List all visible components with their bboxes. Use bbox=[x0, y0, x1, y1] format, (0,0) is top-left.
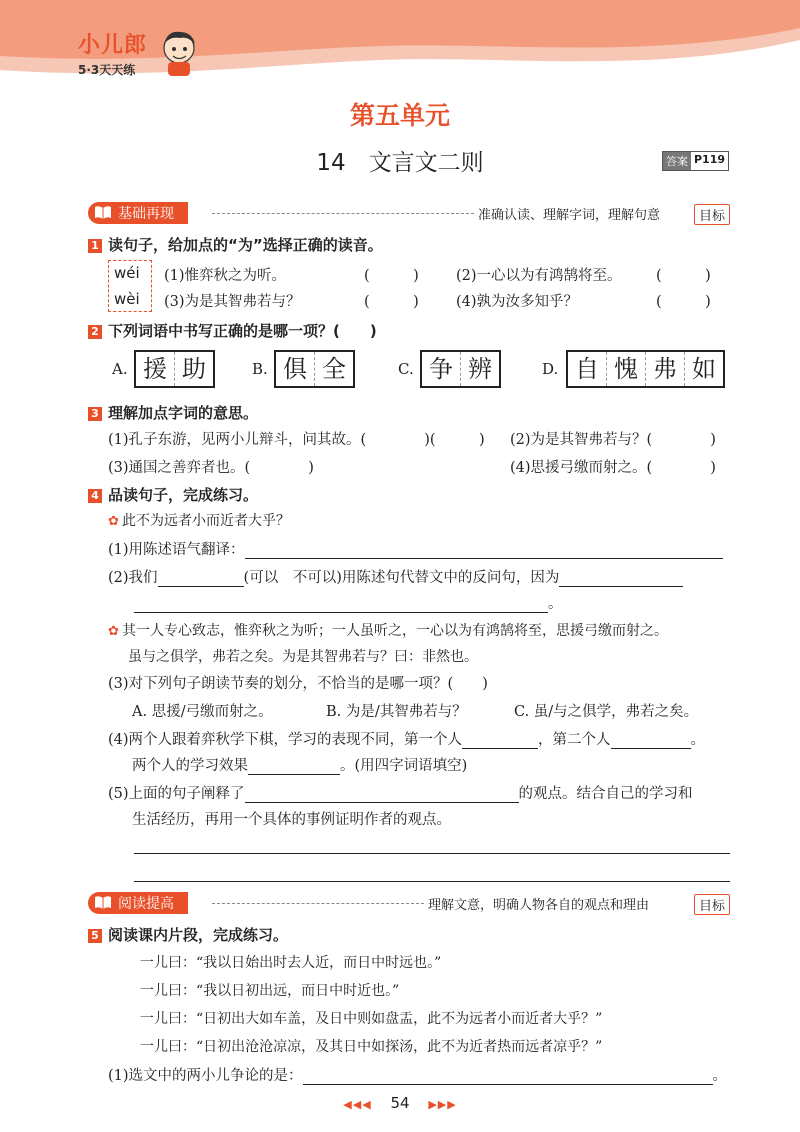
q1-item-4: (4)孰为汝多知乎？ bbox=[456, 294, 579, 310]
q4-sub-1: (1)用陈述语气翻译： bbox=[108, 538, 723, 559]
q2-option-c[interactable] bbox=[420, 350, 501, 388]
q2-number: 2 bbox=[88, 325, 102, 339]
q4-answer-line-2[interactable] bbox=[134, 880, 730, 882]
q4-sub-3-opt-a[interactable]: A. 思援/弓缴而射之。 bbox=[132, 704, 273, 720]
q2-b-char-1: 俱 bbox=[276, 352, 315, 386]
q5-passage-line-1: 一儿曰：“我以日始出时去人近，而日中时远也。” bbox=[140, 955, 442, 971]
q4-title: 品读句子，完成练习。 bbox=[108, 486, 259, 504]
q2-option-a[interactable] bbox=[134, 350, 215, 388]
q2-option-a-label: A. bbox=[112, 360, 128, 378]
q5-sub-1-blank[interactable] bbox=[303, 1070, 713, 1085]
section-basic-label: 基础再现 bbox=[118, 206, 174, 222]
right-arrows-icon: ▶▶▶ bbox=[428, 1098, 457, 1111]
q3-title: 理解加点字词的意思。 bbox=[108, 404, 259, 422]
section-basic-badge bbox=[88, 202, 188, 224]
q2-option-d[interactable] bbox=[566, 350, 725, 388]
flower-icon: ✿ bbox=[108, 514, 119, 529]
page-footer bbox=[0, 1094, 800, 1112]
q1-item-3: (3)为是其智弗若与？ bbox=[164, 294, 301, 310]
book-icon bbox=[94, 895, 112, 910]
section-basic-divider bbox=[212, 213, 474, 214]
section-reading-divider bbox=[212, 903, 424, 904]
q2-a-char-2: 助 bbox=[182, 355, 206, 383]
q5-sub-1: (1)选文中的两小儿争论的是： 。 bbox=[108, 1068, 728, 1084]
q2-d-char-3: 弗 bbox=[646, 352, 685, 386]
flower-icon: ✿ bbox=[108, 624, 119, 639]
left-arrows-icon: ◀◀◀ bbox=[343, 1098, 372, 1111]
q1-item-2: (2)一心以为有鸿鹄将至。 bbox=[456, 268, 622, 284]
section-reading-header bbox=[88, 892, 188, 914]
lesson-title: 14 文言文二则 bbox=[316, 150, 484, 176]
brand-name: 小儿郎 bbox=[78, 33, 148, 58]
section-reading-goal: 理解文意，明确人物各自的观点和理由 bbox=[428, 898, 650, 913]
section-basic-header bbox=[88, 202, 188, 224]
q5-passage-line-2: 一儿曰：“我以日初出远，而日中时近也。” bbox=[140, 983, 400, 999]
q4-heading bbox=[88, 484, 258, 505]
q5-heading bbox=[88, 924, 288, 945]
book-icon bbox=[94, 205, 112, 220]
q2-c-char-2: 辨 bbox=[468, 355, 492, 383]
q3-item-2: (2)为是其智弗若与？( ) bbox=[510, 432, 716, 448]
answer-page-tag bbox=[662, 151, 729, 171]
q4-number: 4 bbox=[88, 489, 102, 503]
q1-title: 读句子，给加点的“为”选择正确的读音。 bbox=[108, 236, 383, 254]
q2-d-char-2: 愧 bbox=[607, 352, 646, 386]
q4-sub-4: (4)两个人跟着弈秋学下棋，学习的表现不同，第一个人 ，第二个人 。 bbox=[108, 732, 706, 748]
brand-logo bbox=[78, 28, 147, 78]
brand-subtitle: 5·3天天练 bbox=[78, 63, 136, 77]
q2-title: 下列词语中书写正确的是哪一项？( ) bbox=[108, 322, 377, 340]
q5-passage-line-4: 一儿曰：“日初出沧沧凉凉，及其日中如探汤，此不为近者热而远者凉乎？” bbox=[140, 1039, 603, 1055]
q4-quote-1: ✿ 此不为远者小而近者大乎？ bbox=[108, 513, 290, 529]
q1-item-1-answer[interactable]: ( ) bbox=[364, 268, 419, 284]
q4-sub-3: (3)对下列句子朗读节奏的划分，不恰当的是哪一项？( ) bbox=[108, 676, 488, 692]
q4-sub-2-blank-3[interactable] bbox=[134, 598, 548, 613]
answer-page: P119 bbox=[694, 153, 726, 166]
q4-sub-5-line: 生活经历，再用一个具体的事例证明作者的观点。 bbox=[132, 812, 451, 828]
q2-b-char-2: 全 bbox=[322, 355, 346, 383]
q2-option-d-label: D. bbox=[542, 360, 559, 378]
q4-sub-3-opt-b[interactable]: B. 为是/其智弗若与？ bbox=[326, 704, 467, 720]
section-reading-badge bbox=[88, 892, 188, 914]
q2-option-b[interactable] bbox=[274, 350, 355, 388]
q5-number: 5 bbox=[88, 929, 102, 943]
q1-number: 1 bbox=[88, 239, 102, 253]
q4-sub-1-blank[interactable] bbox=[245, 544, 723, 559]
q2-c-char-1: 争 bbox=[422, 352, 461, 386]
q4-sub-4-line: 两个人的学习效果 。(用四字词语填空) bbox=[132, 758, 468, 774]
q1-heading bbox=[88, 234, 383, 255]
q4-sub-5: (5)上面的句子阐释了 的观点。结合自己的学习和 bbox=[108, 786, 693, 802]
q3-item-1: (1)孔子东游，见两小儿辩斗，问其故。( )( ) bbox=[108, 432, 485, 448]
q3-item-4: (4)思援弓缴而射之。( ) bbox=[510, 460, 716, 476]
q3-number: 3 bbox=[88, 407, 102, 421]
mascot-icon bbox=[158, 28, 200, 78]
q4-answer-line-1[interactable] bbox=[134, 852, 730, 854]
q5-passage-line-3: 一儿曰：“日初出大如车盖，及日中则如盘盂，此不为远者小而近者大乎？” bbox=[140, 1011, 603, 1027]
section-basic-goal-tag: 目标 bbox=[694, 204, 730, 225]
q4-sub-4-blank-3[interactable] bbox=[248, 760, 340, 775]
section-reading-label: 阅读提高 bbox=[118, 896, 174, 912]
page-number: 54 bbox=[390, 1094, 410, 1112]
q1-item-2-answer[interactable]: ( ) bbox=[656, 268, 711, 284]
q2-d-char-1: 自 bbox=[568, 352, 607, 386]
q4-sub-3-opt-c[interactable]: C. 虽/与之俱学，弗若之矣。 bbox=[514, 704, 699, 720]
section-basic-goal: 准确认读、理解字词，理解句意 bbox=[478, 208, 661, 223]
q1-item-4-answer[interactable]: ( ) bbox=[656, 294, 711, 310]
q4-sub-2-blank-1[interactable] bbox=[158, 572, 244, 587]
q2-d-char-4: 如 bbox=[692, 355, 716, 383]
q2-heading bbox=[88, 320, 377, 341]
pinyin-option-1: wéi bbox=[114, 264, 140, 282]
q4-sub-4-blank-2[interactable] bbox=[611, 734, 691, 749]
q4-sub-2-blank-2[interactable] bbox=[559, 572, 683, 587]
q3-heading bbox=[88, 402, 258, 423]
q1-item-1: (1)惟弈秋之为听。 bbox=[164, 268, 287, 284]
q2-option-c-label: C. bbox=[398, 360, 414, 378]
q4-sub-5-blank[interactable] bbox=[245, 788, 519, 803]
q4-quote-2: ✿ 其一人专心致志，惟弈秋之为听；一人虽听之，一心以为有鸿鹄将至，思援弓缴而射之。 bbox=[108, 623, 668, 639]
answer-label: 答案 bbox=[663, 152, 691, 170]
q4-sub-2: (2)我们 (可以 不可以)用陈述句代替文中的反问句，因为 bbox=[108, 566, 683, 587]
q2-a-char-1: 援 bbox=[136, 352, 175, 386]
q4-sub-4-blank-1[interactable] bbox=[462, 734, 538, 749]
q4-quote-2-cont: 虽与之俱学，弗若之矣。为是其智弗若与？曰：非然也。 bbox=[128, 649, 478, 665]
q1-item-3-answer[interactable]: ( ) bbox=[364, 294, 419, 310]
q4-sub-2-line: 。 bbox=[134, 592, 563, 613]
pinyin-option-2: wèi bbox=[114, 290, 140, 308]
section-reading-goal-tag: 目标 bbox=[694, 894, 730, 915]
q3-item-3: (3)通国之善弈者也。( ) bbox=[108, 460, 314, 476]
unit-title: 第五单元 bbox=[349, 101, 450, 130]
q2-option-b-label: B. bbox=[252, 360, 268, 378]
q5-title: 阅读课内片段，完成练习。 bbox=[108, 926, 289, 944]
